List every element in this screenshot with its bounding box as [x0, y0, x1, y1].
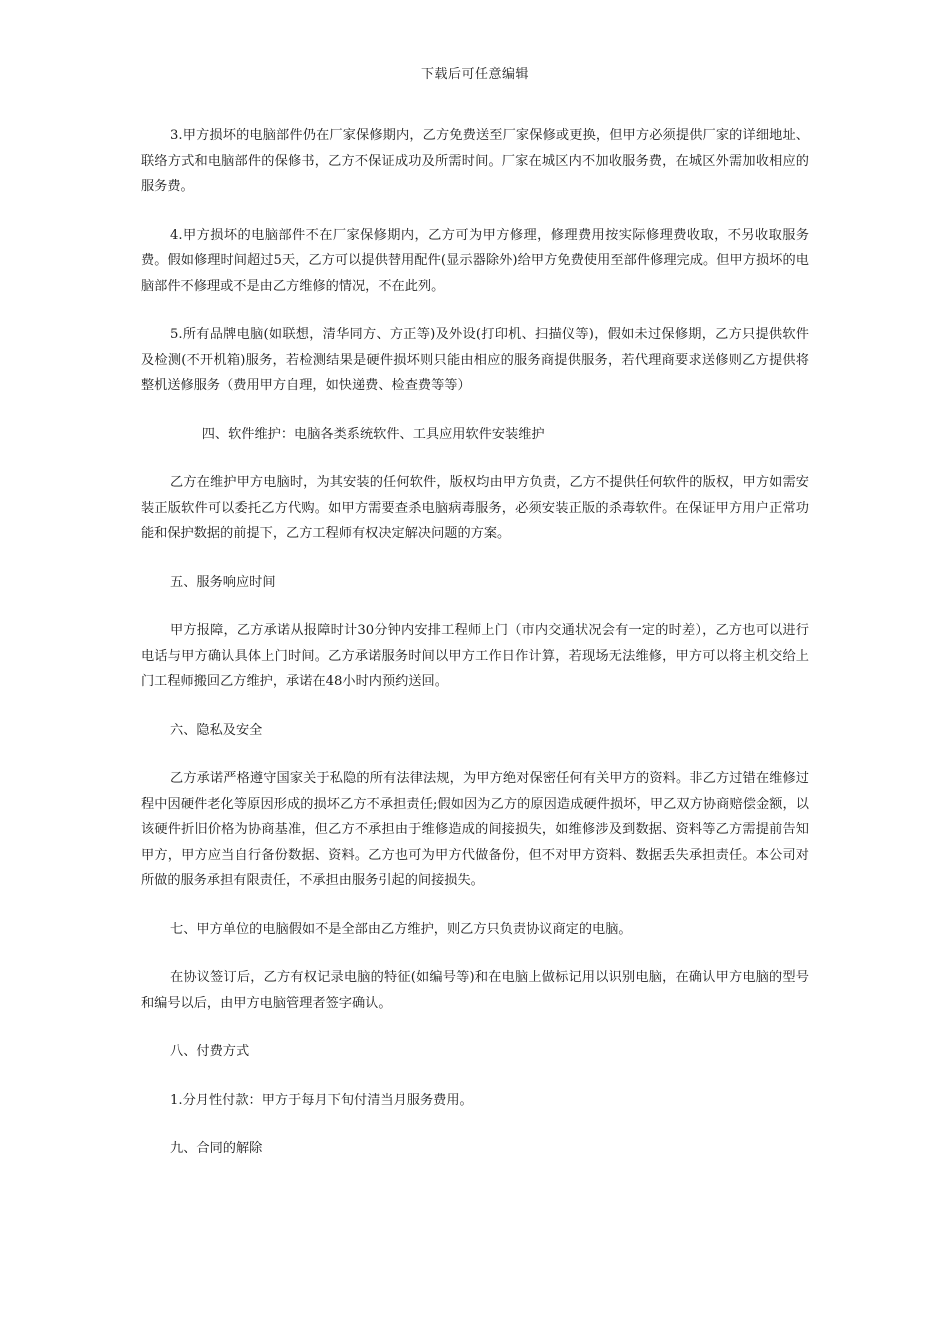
section-4-heading: 四、软件维护：电脑各类系统软件、工具应用软件安装维护 [201, 426, 545, 442]
section-6-body: 乙方承诺严格遵守国家关于私隐的所有法律法规，为甲方绝对保密任何有关甲方的资料。非乙方过错在维修过程中因硬件老化等原因形成的损坏乙方不承担责任;假如因为乙方的原因造成硬件损坏，甲乙双方协商赔偿金额，以该硬件折旧价格为协商基准，但乙方不承担由于维修造成的间接损失，如维修涉及到数据、资料等乙方需提前告知甲方，甲方应当自行备份数据、资料。乙方也可为甲方代做备份，但不对甲方资料、数据丢失承担责任。本公司对所做的服务承担有限责任，不承担由服务引起的间接损失。 [141, 771, 809, 888]
clause-4-warranty-expired: 4.甲方损坏的电脑部件不在厂家保修期内，乙方可为甲方修理，修理费用按实际修理费收取，不另收取服务费。假如修理时间超过5天，乙方可以提供替用配件(显示器除外)给甲方免费使用至部件修理完成。但甲方损坏的电脑部件不修理或不是由乙方维修的情况，不在此列。 [141, 227, 809, 294]
page-header: 下载后可任意编辑 [420, 67, 529, 82]
section-5-body: 甲方报障，乙方承诺从报障时计30分钟内安排工程师上门（市内交通状况会有一定的时差），乙方也可以进行电话与甲方确认具体上门时间。乙方承诺服务时间以甲方工作日作计算，若现场无法维修，甲方可以将主机交给上门工程师搬回乙方维护，承诺在48小时内预约送回。 [141, 623, 809, 689]
section-5-heading: 五、服务响应时间 [170, 574, 276, 590]
section-9-heading: 九、合同的解除 [170, 1141, 263, 1156]
document-body [141, 123, 809, 1185]
section-7-body: 在协议签订后，乙方有权记录电脑的特征(如编号等)和在电脑上做标记用以识别电脑，在确认甲方电脑的型号和编号以后，由甲方电脑管理者签字确认。 [141, 970, 809, 1011]
section-4-body: 乙方在维护甲方电脑时，为其安装的任何软件，版权均由甲方负责，乙方不提供任何软件的版权，甲方如需安装正版软件可以委托乙方代购。如甲方需要查杀电脑病毒服务，必须安装正版的杀毒软件。在保证甲方用户正常功能和保护数据的前提下，乙方工程师有权决定解决问题的方案。 [141, 475, 809, 541]
section-6-heading: 六、隐私及安全 [170, 722, 263, 738]
clause-3-warranty-in-period: 3.甲方损坏的电脑部件仍在厂家保修期内，乙方免费送至厂家保修或更换，但甲方必须提供厂家的详细地址、联络方式和电脑部件的保修书，乙方不保证成功及所需时间。厂家在城区内不加收服务费，在城区外需加收相应的服务费。 [141, 128, 809, 194]
clause-5-brand-computers: 5.所有品牌电脑(如联想，清华同方、方正等)及外设(打印机、扫描仪等)，假如未过保修期，乙方只提供软件及检测(不开机箱)服务，若检测结果是硬件损坏则只能由相应的服务商提供服务，若代理商要求送修则乙方提供将整机送修服务（费用甲方自理，如快递费、检查费等等） [141, 327, 809, 393]
section-7-heading: 七、甲方单位的电脑假如不是全部由乙方维护，则乙方只负责协议商定的电脑。 [170, 921, 632, 937]
section-8-heading: 八、付费方式 [170, 1044, 250, 1059]
section-8-item-1: 1.分月性付款：甲方于每月下旬付清当月服务费用。 [170, 1092, 473, 1108]
